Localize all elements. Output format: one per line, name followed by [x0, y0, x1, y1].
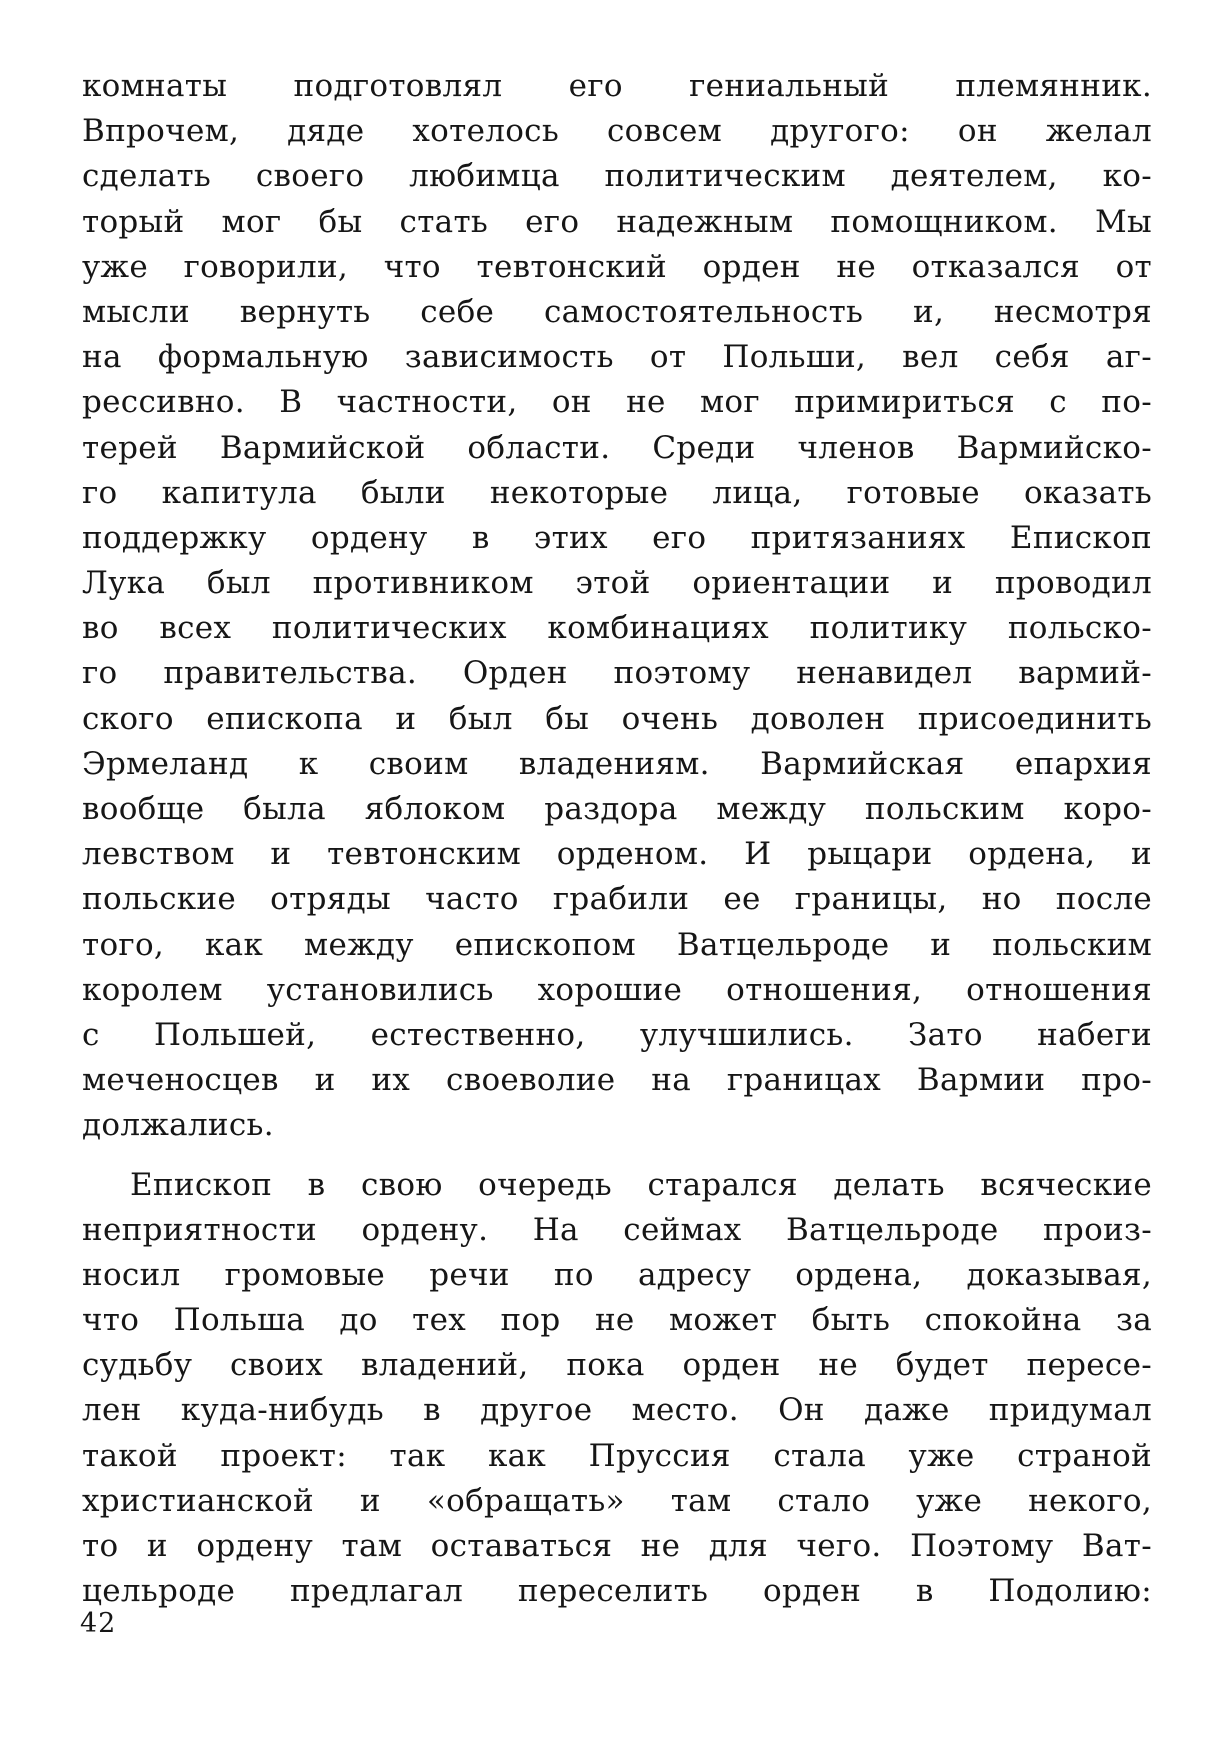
text-line: терей Вармийской области. Среди членов Вармийско- [82, 429, 1152, 466]
text-line: польские отряды часто грабили ее границы, но после [82, 881, 1152, 918]
text-line: христианской и «обращать» там стало уже некого, [82, 1482, 1152, 1519]
text-line: уже говорили, что тевтонский орден не отказался от [82, 248, 1152, 285]
text-line: Епископ в свою очередь старался делать всяческие [130, 1166, 1152, 1203]
paragraph-2 [82, 1163, 1152, 1615]
text-line: то и ордену там оставаться не для чего. Поэтому Ват- [82, 1528, 1152, 1564]
text-line: что Польша до тех пор не может быть спокойна за [82, 1302, 1152, 1339]
text-line: левством и тевтонским орденом. И рыцари ордена, и [82, 836, 1152, 873]
text-line: вообще была яблоком раздора между польским коро- [82, 791, 1152, 827]
text-line: судьбу своих владений, пока орден не будет пересе- [82, 1347, 1152, 1384]
text-line: торый мог бы стать его надежным помощником. Мы [82, 203, 1152, 240]
text-line: лен куда-нибудь в другое место. Он даже придумал [82, 1392, 1152, 1429]
text-line: того, как между епископом Ватцельроде и польским [82, 926, 1152, 963]
text-line: рессивно. В частности, он не мог примириться с по- [82, 384, 1152, 421]
text-line: меченосцев и их своеволие на границах Вармии про- [82, 1062, 1152, 1099]
text-line: го правительства. Орден поэтому ненавидел вармий- [82, 655, 1152, 692]
text-line: такой проект: так как Пруссия стала уже страной [82, 1437, 1152, 1474]
text-line: носил громовые речи по адресу ордена, доказывая, [82, 1256, 1152, 1293]
text-line: с Польшей, естественно, улучшились. Зато набеги [82, 1016, 1152, 1053]
text-line: ского епископа и был бы очень доволен присоединить [82, 700, 1152, 737]
text-line: во всех политических комбинациях политику польско- [82, 610, 1152, 647]
text-line: цельроде предлагал переселить орден в Подолию: [82, 1573, 1152, 1610]
paragraph-1 [82, 64, 1152, 1149]
text-line: поддержку ордену в этих его притязаниях Епископ [82, 519, 1152, 556]
text-line: Эрмеланд к своим владениям. Вармийская епархия [82, 745, 1152, 782]
text-line: королем установились хорошие отношения, отношения [82, 971, 1152, 1008]
page-number: 42 [80, 1608, 117, 1639]
text-line: должались. [82, 1107, 274, 1144]
paragraph-gap [82, 1149, 1152, 1163]
text-line: Лука был противником этой ориентации и проводил [82, 565, 1152, 602]
text-line: неприятности ордену. На сеймах Ватцельроде произ- [82, 1211, 1152, 1248]
page-body [82, 64, 1152, 1614]
text-line: мысли вернуть себе самостоятельность и, несмотря [82, 293, 1152, 330]
text-line: го капитула были некоторые лица, готовые оказать [82, 474, 1152, 511]
text-line: на формальную зависимость от Польши, вел себя аг- [82, 339, 1152, 376]
text-line: комнаты подготовлял его гениальный племянник. [82, 68, 1152, 104]
text-line: сделать своего любимца политическим деятелем, ко- [82, 158, 1152, 195]
text-line: Впрочем, дяде хотелось совсем другого: он желал [82, 113, 1152, 150]
